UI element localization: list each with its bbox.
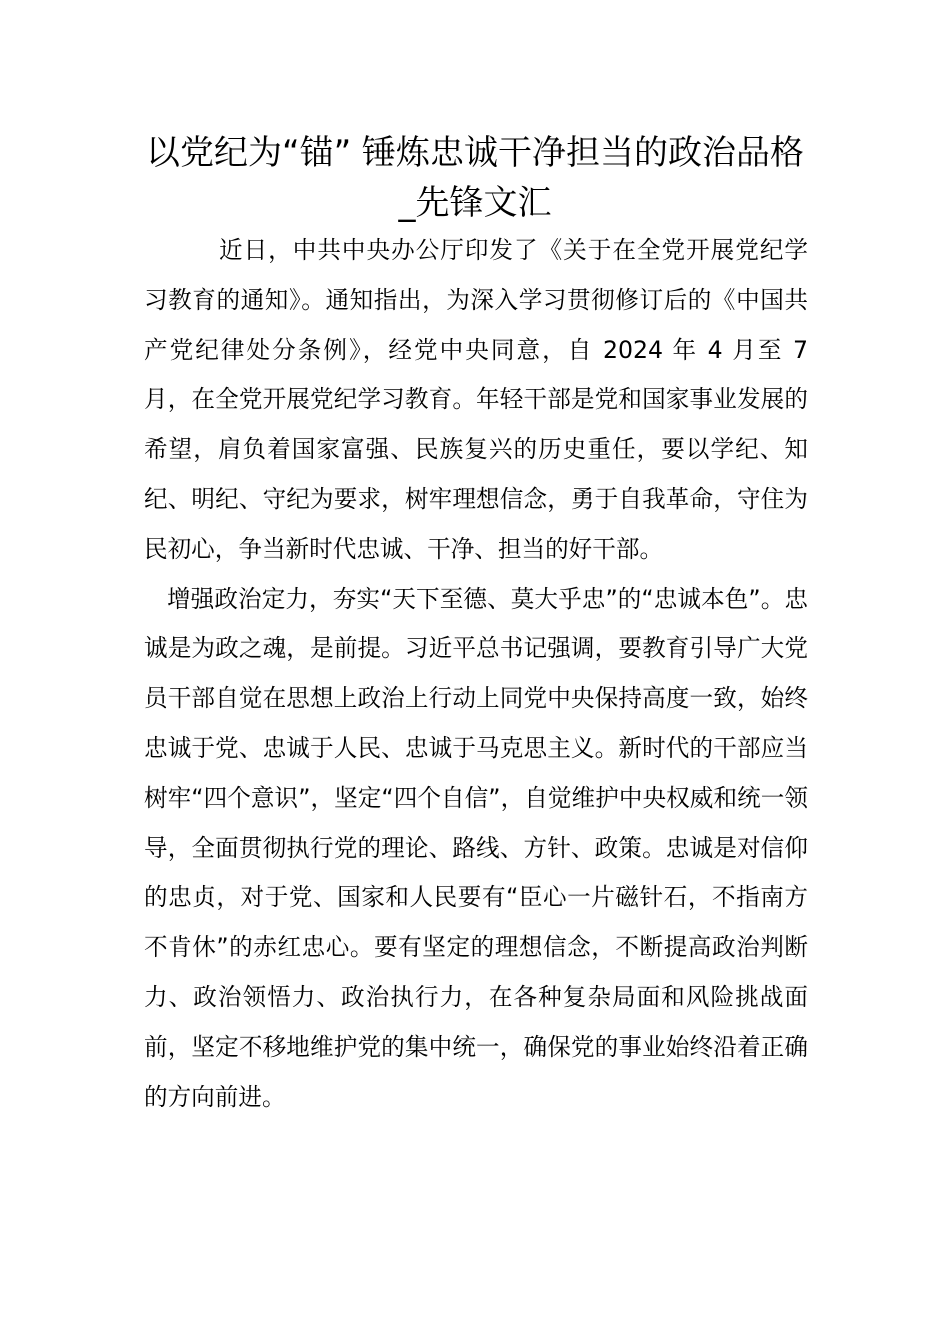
document-title: 以党纪为“锚” 锤炼忠诚干净担当的政治品格_先锋文汇	[145, 133, 805, 223]
paragraph-intro: 近日，中共中央办公厅印发了《关于在全党开展党纪学习教育的通知》。通知指出，为深入学习贯彻修订后的《中国共产党纪律处分条例》，经党中央同意，自 2024 年 4 月至 7 月，在全党开展党纪学习教育。年轻干部是党和国家事业发展的希望，肩负着国家富强、民族复兴的历史重任，要以学纪、知纪、明纪、守纪为要求，树牢理想信念，勇于自我革命，守住为民初心，争当新时代忠诚、干净、担当的好干部。	[144, 236, 808, 563]
document-body	[144, 226, 808, 1122]
paragraph-loyalty: 增强政治定力，夯实“天下至德、莫大乎忠”的“忠诚本色”。忠诚是为政之魂，是前提。习近平总书记强调，要教育引导广大党员干部自觉在思想上政治上行动上同党中央保持高度一致，始终忠诚于党、忠诚于人民、忠诚于马克思主义。新时代的干部应当树牢“四个意识”，坚定“四个自信”，自觉维护中央权威和统一领导，全面贯彻执行党的理论、路线、方针、政策。忠诚是对信仰的忠贞，对于党、国家和人民要有“臣心一片磁针石，不指南方不肯休”的赤红忠心。要有坚定的理想信念，不断提高政治判断力、政治领悟力、政治执行力，在各种复杂局面和风险挑战面前，坚定不移地维护党的集中统一，确保党的事业始终沿着正确的方向前进。	[144, 584, 808, 1111]
